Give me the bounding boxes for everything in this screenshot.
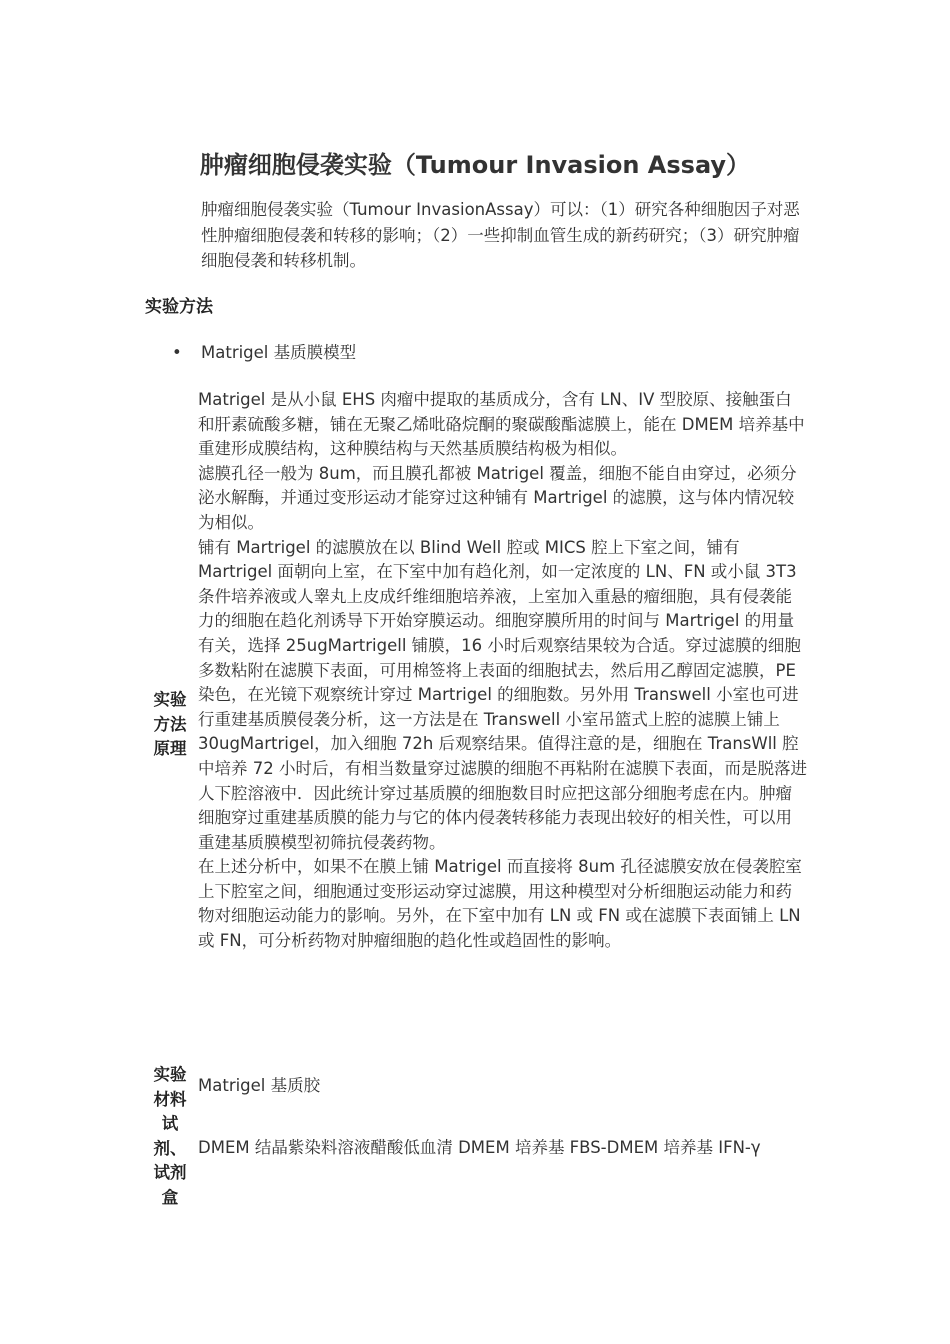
section-heading: 实验方法 <box>145 297 213 317</box>
bullet-item <box>172 340 356 366</box>
principle-paragraph: 铺有 Martrigel 的滤膜放在以 Blind Well 腔或 MICS 腔上下室之间，铺有 Martrigel 面朝向上室，在下室中加有趋化剂，如一定浓度的 LN、FN 或小鼠 3T3 条件培养液或人睾丸上皮成纤维细胞培养液，上室加入重悬的瘤细胞，具有侵袭能力的细胞在趋化剂诱导下开始穿膜运动。细胞穿膜所用的时间与 Martrigel 的用量有关，选择 25ugMartrigell 铺膜，16 小时后观察结果较为合适。穿过滤膜的细胞多数粘附在滤膜下表面，可用棉签将上表面的细胞拭去，然后用乙醇固定滤膜，PE 染色，在光镜下观察统计穿过 Martrigel 的细胞数。另外用 Transwell 小室也可进行重建基质膜侵袭分析，这一方法是在 Transwell 小室吊篮式上腔的滤膜上铺上 30ugMartrigel，加入细胞 72h 后观察结果。值得注意的是，细胞在 TransWll 腔中培养 72 小时后，有相当数量穿过滤膜的细胞不再粘附在滤膜下表面，而是脱落进人下腔溶液中．因此统计穿过基质膜的细胞数目时应把这部分细胞考虑在内。肿瘤细胞穿过重建基质膜的能力与它的体内侵袭转移能力表现出较好的相关性，可以用重建基质膜模型初筛抗侵袭药物。 <box>198 537 807 852</box>
materials-item: Matrigel 基质胶 <box>198 1076 321 1095</box>
bullet-icon: • <box>172 343 182 362</box>
intro-paragraph: 肿瘤细胞侵袭实验（Tumour InvasionAssay）可以：（1）研究各种细胞因子对恶性肿瘤细胞侵袭和转移的影响；（2）一些抑制血管生成的新药研究；（3）研究肿瘤细胞侵袭和转移机制。 <box>201 200 800 270</box>
bullet-text: Matrigel 基质膜模型 <box>201 343 357 362</box>
principle-label: 实验方法原理 <box>153 690 187 758</box>
principle-paragraph: Matrigel 是从小鼠 EHS 肉瘤中提取的基质成分，含有 LN、IV 型胶原、接触蛋白和肝素硫酸多糖，铺在无聚乙烯吡硌烷酮的聚碳酸酯滤膜上，能在 DMEM 培养基中重建形成膜结构，这种膜结构与天然基质膜结构极为相似。 <box>198 390 805 459</box>
principle-paragraph: 滤膜孔径一般为 8um，而且膜孔都被 Matrigel 覆盖，细胞不能自由穿过，必须分泌水解酶，并通过变形运动才能穿过这种铺有 Martrigel 的滤膜，这与体内情况较为相似。 <box>198 463 797 532</box>
materials-label: 实验材料试剂、试剂盒 <box>153 1065 187 1207</box>
materials-item: DMEM 结晶紫染料溶液醋酸低血清 DMEM 培养基 FBS-DMEM 培养基 IFN-γ <box>198 1138 761 1157</box>
principle-paragraph: 在上述分析中，如果不在膜上铺 Matrigel 而直接将 8um 孔径滤膜安放在侵袭腔室上下腔室之间，细胞通过变形运动穿过滤膜，用这种模型对分析细胞运动能力和药物对细胞运动能力的影响。另外，在下室中加有 LN 或 FN 或在滤膜下表面铺上 LN 或 FN，可分析药物对肿瘤细胞的趋化性或趋固性的影响。 <box>198 857 802 951</box>
principle-body <box>198 388 808 954</box>
page-title: 肿瘤细胞侵袭实验（Tumour Invasion Assay） <box>199 151 751 180</box>
